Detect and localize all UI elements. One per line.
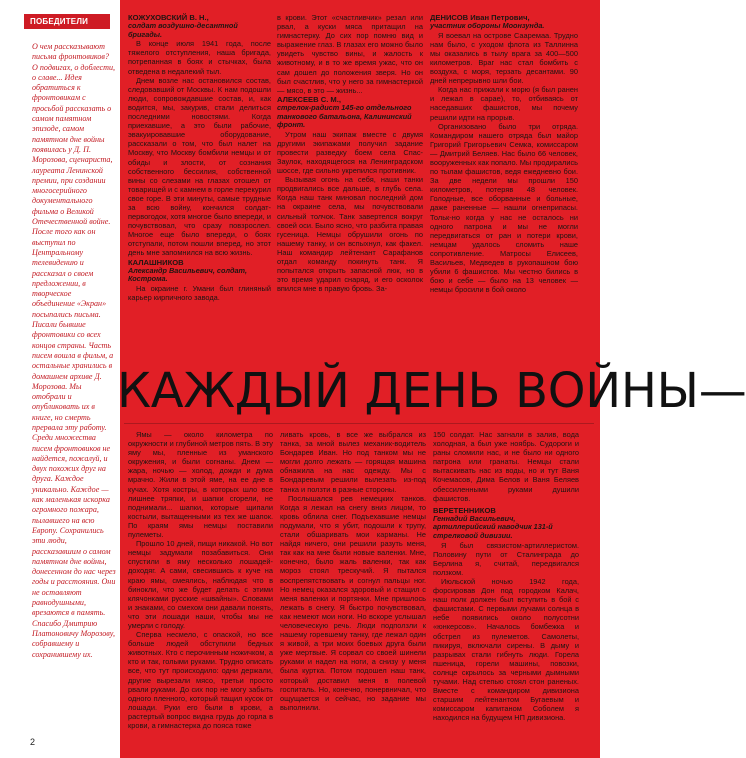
paragraph: Послышался рев немецких танков. Когда я лежал на снегу вниз лицом, то кровь облила снег. Подъехавшие немцы подумали, что я убит, подошли к трупу, стали обшаривать мои карманы. Не найдя ничего, они решили разуть меня, так как на мне были новые валенки. Мне, конечно, было жаль валенки, так как мороз стоял трескучий. Я пытался воспрепятствовать и согнул пальцы ног. Но немец оказался здоровый и стащил с меня валенки и портянки. Мне пришлось лежать в снегу. Я быстро почувствовал, как немеют мои ноги. Но вскоре услышал человеческую речь. Люди подползли к нашему горевшему танку, где лежал один я живой, а три моих боевых друга были уже мертвые. Я сорвал со своей шинели руками и надел на ноги, а снизу у меня была куртка. Потом подошел наш танк, который доставил меня в полевой госпиталь. Но, конечно, понервничал, что ощущается и сейчас, но задание мы выполнили.: [280, 493, 426, 712]
author-role: Александр Васильевич, солдат, Кострома.: [128, 265, 247, 284]
paragraph: Я воевал на острове Сааремаа. Трудно нам было, с уходом флота из Таллинна мы оказались в тылу врага за 400—500 километров. Враг нас стал бомбить с воздуха, с моря, терзать десантами. 90 дней непрерывно шли бои.: [430, 30, 578, 86]
column-6: [433, 430, 579, 752]
sidebar-intro-text: О чем рассказывают письма фронтовиков? О подвигах, о доблести, о славе... Идея обратиться к фронтовикам с просьбой рассказать о самом памятном эпизоде, самом памятном дне войны появилась у Д. П. Морозова, сценариста, лауреата Ленинской премии, при создании многосерийного документального фильма о Великой Отечественной войне. После того как он выступил по Центральному телевидению и рассказал о своем предложении, в творческое объединение «Экран» посыпались письма. Писали бывшие фронтовики со всех концов страны. Часть писем вошла в фильм, а остальные хранились в домашнем архиве Д. Морозова. Мы отобрали и опубликовать их в книге, но смерть прервала эту работу. Среди множества писем фронтовиков не найдется, пожалуй, и двух похожих друг на друга. Каждое уникально. Каждое — как маленькая искорка огромного пожара, пылавшего на всю Европу. Сохранились эти люди, рассказавшим о самом памятном дне войны, донесенном до нас через годы и расстояния. Они не оставляют равнодушными, врезаются в память. Спасибо Дмитрию Платоновичу Морозову, собравшему и сохранившему их.: [32, 42, 118, 659]
paragraph: в крови. Этот «счастливчик» резал или рвал, а куски мяса притащил на гимнастерку. До сих пор помню вид и выражение глаз. В глазах его можно было увидеть чувство вины, и жалость к животному, и в то же время ужас, что он сам дошел до положения зверя. Но он был счастлив, что у него за гимнастеркой — мясо, в это — жизнь...: [277, 13, 423, 95]
author-role: солдат воздушно-десантной бригады.: [128, 21, 238, 39]
paragraph: 150 солдат. Нас загнали в залив, вода холодная, а был уже ноябрь. Судороги и раны сломили нас, и не было ни одного патрона или гранаты. Немцы стали вытаскивать нас из воды, но и тут Ваня Кочемасов, Дима Белов и Ваня Беляев обессиленными руками душили фашистов.: [433, 430, 579, 503]
paragraph: Прошло 10 дней, пищи никакой. Но вот немцы задумали позабавиться. Они спустили в яму несколько лошадей-доходяг. А сами, свесившись к куче на краю ямы, смеялись, наблюдая что в бинокли, что же будет делать с этими клячонками русские «швайны». Словами и знаками, со смехом они давали понять, что эти лошади наши, чтобы мы не умерли с голоду.: [128, 539, 273, 630]
author-role: участник обороны Моонзунда.: [430, 21, 545, 31]
author-name: ВЕРЕТЕННИКОВ: [433, 505, 496, 515]
column-4: [128, 430, 273, 752]
author-name: АЛЕКСЕЕВ С. М.,: [277, 94, 341, 104]
headline: КАЖДЫЙ ДЕНЬ ВОЙНЫ—: [117, 363, 746, 419]
author-role: стрелок-радист 145-го отдельного танкового батальона, Калининский фронт.: [277, 102, 412, 130]
author-name: КАЛАШНИКОВ: [128, 257, 184, 267]
column-1: [128, 13, 271, 361]
paragraph: Я был связистом-артиллеристом. Половину пути от Сталинграда до Берлина я, считай, передвигался ползком.: [433, 540, 579, 577]
author-role: Геннадий Васильевич, артиллерийский наводчик 131-й стрелковой дивизии.: [433, 513, 553, 541]
column-3: [430, 13, 578, 361]
divider: [124, 423, 594, 424]
author-name: КОЖУХОВСКИЙ В. Н.,: [128, 13, 209, 22]
paragraph: Июльской ночью 1942 года, форсировав Дон под городком Калач, наш полк должен был вступить в бой с фашистами. С первыми лучами солнца в небе появились около полусотни «юнкерсов». Началось бомбежка и обстрел из пулеметов. Самолеты, пикируя, включали сирены. В дыму и разрывах стали гибнуть люди. Горела пшеница, горели машины, повозки, солнце скрылось за черными дымными тучами. Над степью стоял стон раненых. Вместе с командиром дивизиона старшим лейтенантом Бугаевым и комиссаром капитаном Соболем я находился на будущем НП дивизиона.: [433, 577, 579, 723]
left-sidebar: [0, 0, 120, 758]
paragraph: Организовано было три отряда. Командиром нашего отряда был майор Григорий Григорьевич Семка, комиссаром — Дмитрий Беляев. Нас было 66 человек, вооруженных как попало. Мы продирались по тылам фашистов, ведя ежедневно бои. За две недели мы прошли 150 километров, потеряв 48 человек. Голодные, все оборванные и больные, даже раненные — нашли огнеприпасы. Тольк-но когда у нас не осталось ни одного патрона и мы не могли передвигаться от ран и потери крови, немцам удалось сломить наше сопротивление. Матросы Елисеев, Васильев, Медведев в рукопашном бою убили 6 фашистов. Мы честно бились в бою и себе — было на 13 человек — немцы бросили в бой около: [430, 121, 579, 295]
paragraph: Когда нас прижали к морю (я был ранен и лежал в сарае), то, отбиваясь от наседавших фашистов, мы почему решили идти на прорыв.: [430, 85, 578, 122]
paragraph: ливать кровь, в все же выбрался из танка, за мной вылез механик-водитель Бондарев Иван. Но под танком мы не могли долго лежать — горящая машина обнажила на нас одежду. Мы с Бондаревым решили вылезать из-под танка и ползти в разные стороны.: [280, 430, 426, 494]
column-2: [277, 13, 423, 361]
paragraph: Вызывая огонь на себя, наши танки продвигались все дальше, в глубь села. Когда наш танк миновал последний дом на окраине села, мы почувствовали сильный толчок. Танк завертелся вокруг своей оси. Было ясно, что разбита правая гусеница. Немцы обрушили огонь по нашему танку, и он вспыхнул, как факел. Наш командир лейтенант Сарафанов отдал команду покинуть танк. Я попытался открыть запасной люк, но в это время ударил снаряд, и его осколок впился мне в правую бровь. За-: [277, 175, 423, 294]
page-number: 2: [30, 737, 36, 747]
section-badge: ПОБЕДИТЕЛИ: [24, 14, 110, 29]
paragraph: Днем возле нас остановился состав, следовавший от Москвы. К нам подошли люди, сопровождавшие состав, и, как водится, мы, закурив, стали делиться последними новостями. Когда приехавшие, а это были рабочие, эвакуировавшие оборудование, рассказали о том, что был налет на Москву, что Москву бомбили немцы и от обиды и злости, от сознания собственного бессилия, собственной вины со слезами на глазах отошел от товарищей и с камнем в горле перекурил свое горе. В эти минуты, самые трудные за всю войну, кончился солдат-первогодок, хотя многое было впереди, и почувствовал, что сразу повзрослел. Многое еще было впереди, о боях отступали, потом пошли вперед, но этот день мне запомнился на всю жизнь.: [128, 75, 271, 258]
paragraph: В конце июля 1941 года, после тяжелого отступления, наша бригада, потрепанная в боях и стычках, была отведена в недалекий тыл.: [128, 39, 271, 76]
paragraph: Сперва несмело, с опаской, но все больше людей обступили бедных животных. Кто с перочинным ножичком, а кто и так, голыми руками. Трудно описать все, что тут происходило: одни держали, другие вырезали мясо, третьи просто рвали руками. До сих пор не могу забыть одного пленного, который тащил кусок от лошади. Руки его были в крови, а растертый вопрос видна грудь до горла в крови, а гимнастерка до пояса тоже: [128, 630, 273, 730]
column-5: [280, 430, 426, 752]
paragraph: На окраине г. Умани был глиняный карьер кирпичного завода.: [128, 283, 271, 302]
author-name: ДЕНИСОВ Иван Петрович,: [430, 13, 530, 22]
paragraph: Ямы — около километра по окружности и глубиной метров пять. В эту яму мы, пленные из уманского окружения, и были согнаны. Днем — жара, ночью — холод, дожди и дума мрачно. Жили в этой яме, на ее дне в кучах. Хотя костры, в которых шло все лишнее тряпки, и шапки сгорели, не поднимали... шапки, которые щипали костыли, вытащенными из тех же шапок. По краям ямы немцы поставили пулеметы.: [128, 430, 273, 540]
paragraph: Утром наш экипаж вместе с двумя другими экипажами получил задание провести разведку боем села Спас-Заулок, находящегося на Ленинградском шоссе, где сильно укрепился противник.: [277, 129, 423, 176]
